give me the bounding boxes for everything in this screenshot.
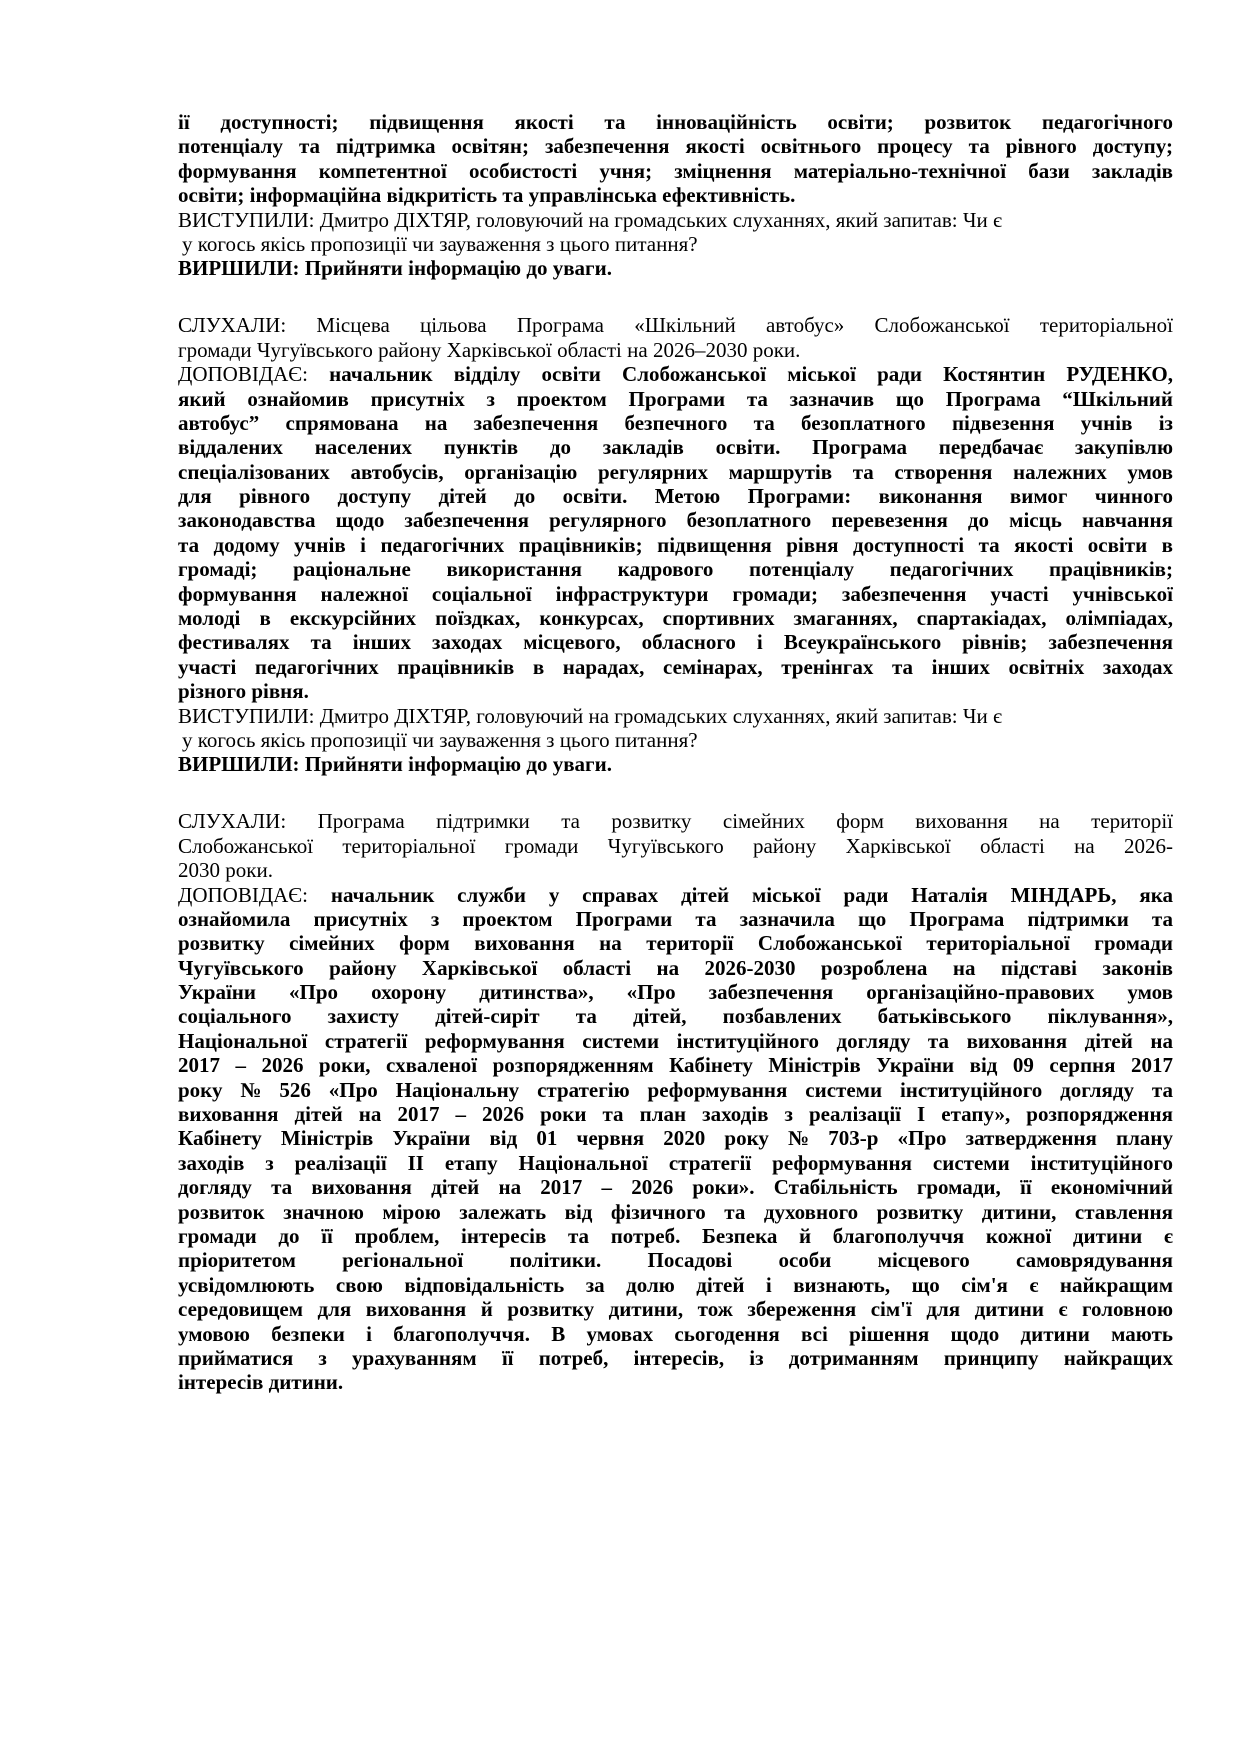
text-line xyxy=(178,313,1173,337)
line-content xyxy=(178,208,1002,232)
line-text: громади до її проблем, інтересів та потреб. Безпека й благополуччя кожної дитини є xyxy=(178,1223,1173,1248)
line-content xyxy=(178,484,1173,508)
text-line xyxy=(178,232,1177,256)
line-text: заходів з реалізації ІІ етапу Національної стратегії реформування системи інституційного xyxy=(178,1150,1173,1175)
line-content xyxy=(178,858,273,882)
line-content xyxy=(178,752,612,776)
line-content xyxy=(182,232,698,256)
line-content xyxy=(178,1126,1173,1150)
text-line xyxy=(178,183,1173,207)
line-content xyxy=(178,387,1173,411)
line-content xyxy=(178,1370,343,1394)
line-text: автобус” спрямована на забезпечення безпечного та безоплатного підвезення учнів із xyxy=(178,410,1173,435)
line-text: умовою безпеки і благополуччя. В умовах сьогодення всі рішення щодо дитини мають xyxy=(178,1321,1173,1346)
text-line xyxy=(178,1322,1173,1346)
line-content xyxy=(178,1224,1173,1248)
line-text: та додому учнів і педагогічних працівників; підвищення рівня доступності та якості освіти в xyxy=(178,532,1173,557)
line-text: СЛУХАЛИ: Місцева цільова Програма «Шкільний автобус» Слобожанської територіальної xyxy=(178,313,1173,338)
text-line xyxy=(178,1004,1173,1028)
line-text: виховання дітей на 2017 – 2026 роки та план заходів з реалізації І етапу», розпорядження xyxy=(178,1102,1173,1127)
line-text: фестивалях та інших заходах місцевого, обласного і Всеукраїнського рівнів; забезпечення xyxy=(178,630,1173,655)
line-content xyxy=(178,159,1173,183)
text-line xyxy=(178,1053,1173,1077)
line-content xyxy=(178,1297,1173,1321)
line-text: освіти; інформаційна відкритість та управлінська ефективність. xyxy=(178,183,796,208)
text-line xyxy=(178,1175,1173,1199)
line-text: начальник служби у справах дітей міської ради Наталія МІНДАРЬ, яка xyxy=(308,882,1173,907)
text-line xyxy=(178,411,1173,435)
text-line xyxy=(178,1346,1173,1370)
line-content xyxy=(178,655,1173,679)
line-text: участі педагогічних працівників в нарадах, семінарах, тренінгах та інших освітніх заходах xyxy=(178,654,1173,679)
line-text: формування компетентної особистості учня; зміцнення матеріально-технічної бази закладів xyxy=(178,158,1173,183)
line-text: року № 526 «Про Національну стратегію реформування системи інституційного догляду та xyxy=(178,1077,1173,1102)
line-content xyxy=(178,435,1173,459)
text-line xyxy=(178,508,1173,532)
text-line xyxy=(178,1126,1173,1150)
line-content xyxy=(178,679,309,703)
agenda-section xyxy=(178,313,1173,776)
line-text: ознайомила присутніх з проектом Програми та зазначила що Програма підтримки та xyxy=(178,906,1173,931)
line-content xyxy=(178,183,795,207)
text-line xyxy=(178,1370,1173,1394)
text-line xyxy=(178,752,1173,776)
line-text: начальник відділу освіти Слобожанської міської ради Костянтин РУДЕНКО, xyxy=(308,362,1173,387)
line-content xyxy=(178,1248,1173,1272)
text-line xyxy=(178,834,1173,858)
line-text: віддалених населених пунктів до закладів освіти. Програма передбачає закупівлю xyxy=(178,435,1173,460)
text-line xyxy=(178,630,1173,654)
text-line xyxy=(178,159,1173,183)
speaker-label: ДОПОВІДАЄ: xyxy=(178,882,309,907)
line-text: Слобожанської територіальної громади Чугуївського району Харківської області на 2026- xyxy=(178,833,1173,858)
line-content xyxy=(178,582,1173,606)
line-text: різного рівня. xyxy=(178,679,309,704)
line-text: розвитку сімейних форм виховання на території Слобожанської територіальної громади xyxy=(178,931,1173,956)
text-line xyxy=(178,1102,1173,1126)
line-content xyxy=(178,1175,1173,1199)
line-content xyxy=(178,557,1173,581)
line-content xyxy=(178,907,1173,931)
text-line xyxy=(178,557,1173,581)
line-text: середовищем для виховання й розвитку дитини, тож збереження сім'ї для дитини є головною xyxy=(178,1297,1173,1322)
line-content xyxy=(178,809,1173,833)
line-content xyxy=(178,110,1173,134)
line-content xyxy=(178,134,1173,158)
text-line xyxy=(178,110,1173,134)
line-text: пріоритетом регіональної політики. Посадові особи місцевого самоврядування xyxy=(178,1248,1173,1273)
line-text: ВИРШИЛИ: Прийняти інформацію до уваги. xyxy=(178,256,612,281)
line-text: молоді в екскурсійних поїздках, конкурсах, спортивних змаганнях, спартакіадах, олімпіадах, xyxy=(178,606,1173,631)
agenda-section xyxy=(178,110,1173,281)
text-line xyxy=(178,809,1173,833)
text-line xyxy=(178,435,1173,459)
text-line xyxy=(178,931,1173,955)
line-text: ВИСТУПИЛИ: Дмитро ДІХТЯР, головуючий на громадських слуханнях, який запитав: Чи є xyxy=(178,703,1003,728)
text-line xyxy=(178,484,1173,508)
document-page xyxy=(178,110,1173,1427)
line-content xyxy=(178,1151,1173,1175)
text-line xyxy=(178,679,1173,703)
text-line xyxy=(178,460,1173,484)
line-text: для рівного доступу дітей до освіти. Метою Програми: виконання вимог чинного xyxy=(178,484,1173,509)
line-content xyxy=(178,834,1173,858)
line-text: ВИСТУПИЛИ: Дмитро ДІХТЯР, головуючий на громадських слуханнях, який запитав: Чи є xyxy=(178,207,1003,232)
line-content xyxy=(178,1053,1173,1077)
line-content xyxy=(178,1078,1173,1102)
line-content xyxy=(178,460,1173,484)
text-line xyxy=(178,980,1173,1004)
line-content xyxy=(178,533,1173,557)
line-content xyxy=(178,630,1173,654)
text-line xyxy=(178,256,1173,280)
line-text: ВИРШИЛИ: Прийняти інформацію до уваги. xyxy=(178,752,612,777)
text-line xyxy=(178,704,1173,728)
line-content xyxy=(178,411,1173,435)
line-text: України «Про охорону дитинства», «Про забезпечення організаційно-правових умов xyxy=(178,980,1173,1005)
line-content xyxy=(178,1346,1173,1370)
line-content xyxy=(178,1102,1173,1126)
text-line xyxy=(178,338,1173,362)
text-line xyxy=(178,1078,1173,1102)
line-content xyxy=(178,1322,1173,1346)
text-line xyxy=(178,858,1173,882)
text-line xyxy=(178,582,1173,606)
text-line xyxy=(178,1151,1173,1175)
line-text: спеціалізованих автобусів, організацію регулярних маршрутів та створення належних умов xyxy=(178,459,1173,484)
line-content xyxy=(178,956,1173,980)
text-line xyxy=(178,1273,1173,1297)
line-text: прийматися з урахуванням її потреб, інтересів, із дотриманням принципу найкращих xyxy=(178,1345,1173,1370)
line-content xyxy=(178,606,1173,630)
line-text: який ознайомив присутніх з проектом Програми та зазначив що Програма “Шкільний xyxy=(178,386,1173,411)
line-text: СЛУХАЛИ: Програма підтримки та розвитку сімейних форм виховання на території xyxy=(178,809,1173,834)
line-content xyxy=(178,508,1173,532)
text-line xyxy=(178,606,1173,630)
text-line xyxy=(178,907,1173,931)
line-content xyxy=(178,980,1173,1004)
text-line xyxy=(178,1297,1173,1321)
line-text: інтересів дитини. xyxy=(178,1370,344,1395)
line-text: у когось якісь пропозиції чи зауваження з цього питання? xyxy=(182,231,698,256)
text-line xyxy=(178,956,1173,980)
line-content xyxy=(178,1273,1173,1297)
text-line xyxy=(178,134,1173,158)
line-text: законодавства щодо забезпечення регулярного безоплатного перевезення до місць навчання xyxy=(178,508,1173,533)
line-text: формування належної соціальної інфраструктури громади; забезпечення участі учнівської xyxy=(178,581,1173,606)
line-content xyxy=(178,256,612,280)
line-text: 2030 роки. xyxy=(178,858,273,883)
line-content xyxy=(182,728,698,752)
line-text: ії доступності; підвищення якості та інноваційність освіти; розвиток педагогічного xyxy=(178,110,1173,134)
text-line xyxy=(178,728,1177,752)
text-line xyxy=(178,208,1173,232)
line-text: Чугуївського району Харківської області на 2026-2030 розроблена на підставі законів xyxy=(178,955,1173,980)
line-content xyxy=(178,313,1173,337)
line-text: розвиток значною мірою залежать від фізичного та духовного розвитку дитини, ставлення xyxy=(178,1199,1173,1224)
text-line xyxy=(178,387,1173,411)
text-line xyxy=(178,533,1173,557)
text-line xyxy=(178,1224,1173,1248)
line-text: потенціалу та підтримка освітян; забезпечення якості освітнього процесу та рівного доступу; xyxy=(178,134,1173,159)
line-text: усвідомлюють свою відповідальність за долю дітей і визнають, що сім'я є найкращим xyxy=(178,1272,1173,1297)
text-line xyxy=(178,362,1173,386)
line-content xyxy=(178,883,1173,907)
line-content xyxy=(178,704,1002,728)
line-content xyxy=(178,1200,1173,1224)
speaker-label: ДОПОВІДАЄ: xyxy=(178,362,309,387)
line-text: громаді; раціональне використання кадрового потенціалу педагогічних працівників; xyxy=(178,557,1173,582)
agenda-section xyxy=(178,809,1173,1394)
line-text: громади Чугуївського району Харківської області на 2026–2030 роки. xyxy=(178,337,801,362)
text-line xyxy=(178,883,1173,907)
line-content xyxy=(178,338,800,362)
text-line xyxy=(178,655,1173,679)
line-text: соціального захисту дітей-сиріт та дітей, позбавлених батьківського піклування», xyxy=(178,1004,1173,1029)
line-text: у когось якісь пропозиції чи зауваження з цього питання? xyxy=(182,727,698,752)
line-text: догляду та виховання дітей на 2017 – 2026 роки». Стабільність громади, її економічний xyxy=(178,1175,1173,1200)
text-line xyxy=(178,1200,1173,1224)
line-content xyxy=(178,1029,1173,1053)
line-content xyxy=(178,1004,1173,1028)
line-text: Кабінету Міністрів України від 01 червня 2020 року № 703-р «Про затвердження плану xyxy=(178,1126,1173,1151)
text-line xyxy=(178,1248,1173,1272)
line-content xyxy=(178,931,1173,955)
line-content xyxy=(178,362,1173,386)
line-text: Національної стратегії реформування системи інституційного догляду та виховання дітей на xyxy=(178,1028,1173,1053)
text-line xyxy=(178,1029,1173,1053)
line-text: 2017 – 2026 роки, схваленої розпорядженням Кабінету Міністрів України від 09 серпня 2017 xyxy=(178,1053,1173,1078)
